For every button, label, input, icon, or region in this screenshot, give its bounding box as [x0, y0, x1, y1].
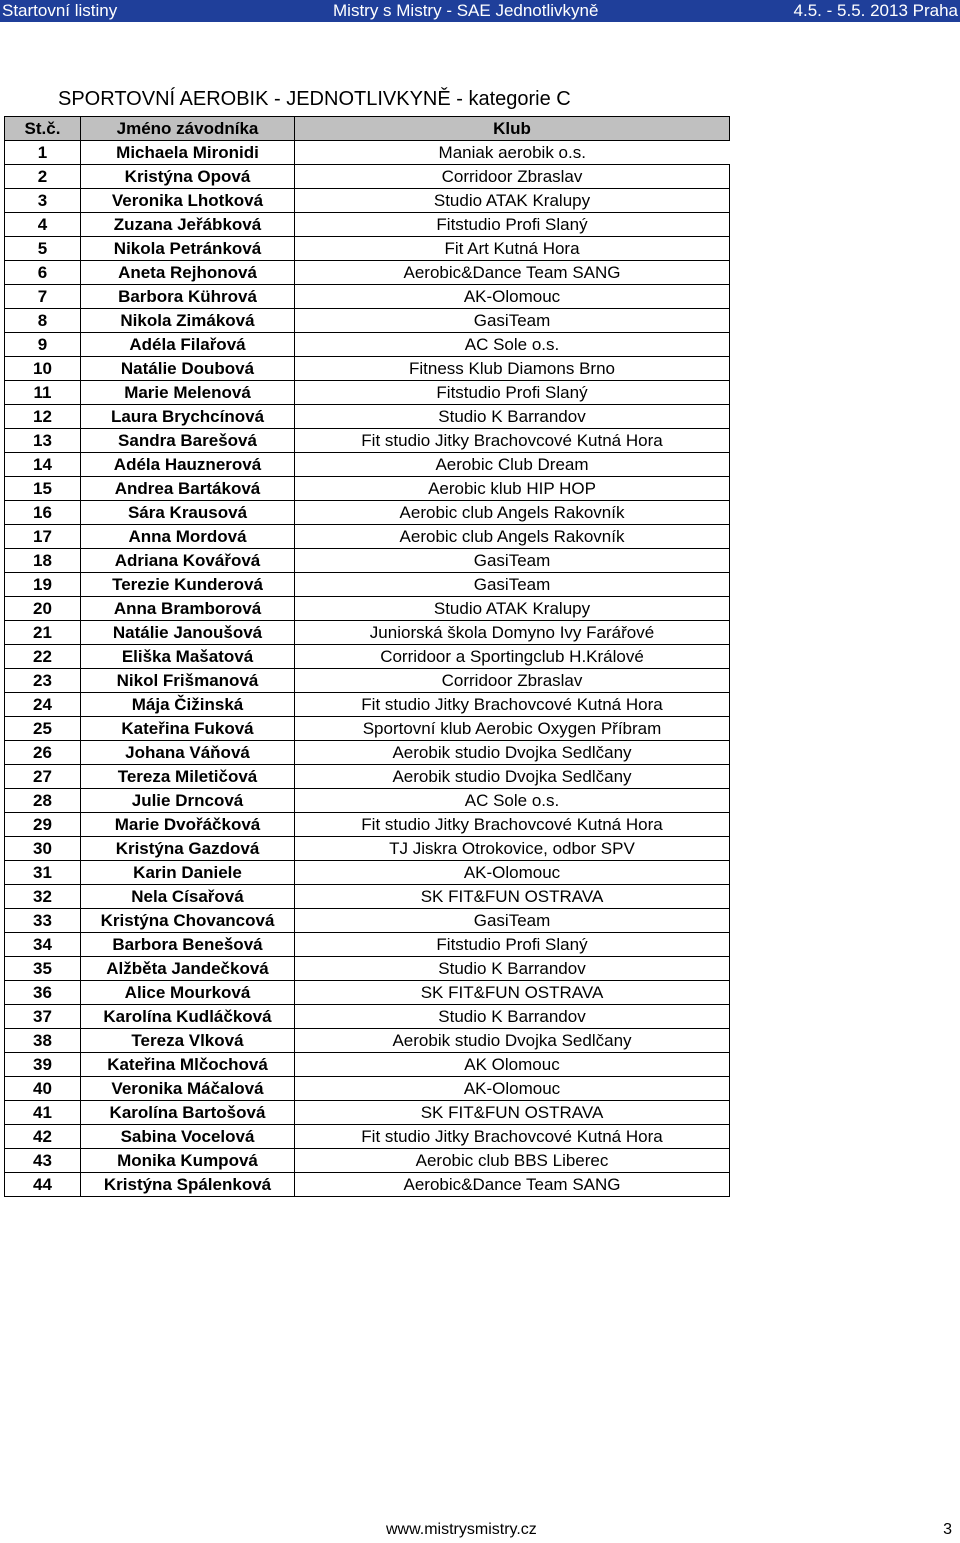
cell-club: Corridoor a Sportingclub H.Králové	[295, 645, 730, 669]
cell-club: SK FIT&FUN OSTRAVA	[295, 981, 730, 1005]
cell-rank: 4	[5, 213, 81, 237]
cell-club: AK-Olomouc	[295, 1077, 730, 1101]
footer-website: www.mistrysmistry.cz	[386, 1521, 537, 1538]
cell-club: Aerobic club Angels Rakovník	[295, 501, 730, 525]
cell-name: Sára Krausová	[81, 501, 295, 525]
header-event-date: 4.5. - 5.5. 2013 Praha	[793, 1, 958, 20]
cell-rank: 2	[5, 165, 81, 189]
footer-page-number: 3	[943, 1521, 952, 1538]
cell-name: Monika Kumpová	[81, 1149, 295, 1173]
cell-name: Anna Mordová	[81, 525, 295, 549]
table-row	[5, 717, 730, 741]
cell-rank: 36	[5, 981, 81, 1005]
cell-rank: 8	[5, 309, 81, 333]
cell-name: Nikol Frišmanová	[81, 669, 295, 693]
cell-club: Aerobik studio Dvojka Sedlčany	[295, 765, 730, 789]
cell-name: Kristýna Chovancová	[81, 909, 295, 933]
table-row	[5, 1173, 730, 1197]
cell-club: Juniorská škola Domyno Ivy Farářové	[295, 621, 730, 645]
table-body	[5, 141, 730, 1197]
cell-name: Kateřina Mlčochová	[81, 1053, 295, 1077]
cell-name: Natálie Janoušová	[81, 621, 295, 645]
cell-name: Julie Drncová	[81, 789, 295, 813]
cell-name: Alžběta Jandečková	[81, 957, 295, 981]
cell-name: Natálie Doubová	[81, 357, 295, 381]
table-row	[5, 621, 730, 645]
cell-rank: 40	[5, 1077, 81, 1101]
cell-rank: 16	[5, 501, 81, 525]
table-row	[5, 1101, 730, 1125]
cell-rank: 21	[5, 621, 81, 645]
cell-club: Fitstudio Profi Slaný	[295, 381, 730, 405]
table-row	[5, 309, 730, 333]
cell-rank: 10	[5, 357, 81, 381]
cell-rank: 3	[5, 189, 81, 213]
table-row	[5, 933, 730, 957]
table-row	[5, 1053, 730, 1077]
header-event-name: Mistry s Mistry - SAE Jednotlivkyně	[333, 1, 599, 20]
cell-rank: 5	[5, 237, 81, 261]
cell-rank: 25	[5, 717, 81, 741]
cell-name: Sabina Vocelová	[81, 1125, 295, 1149]
cell-club: Studio K Barrandov	[295, 405, 730, 429]
column-header-club: Klub	[295, 117, 730, 141]
cell-name: Barbora Benešová	[81, 933, 295, 957]
table-row	[5, 501, 730, 525]
cell-club: Aerobic klub HIP HOP	[295, 477, 730, 501]
cell-name: Adéla Hauznerová	[81, 453, 295, 477]
cell-rank: 33	[5, 909, 81, 933]
cell-name: Zuzana Jeřábková	[81, 213, 295, 237]
start-list-table	[4, 116, 730, 1197]
cell-rank: 42	[5, 1125, 81, 1149]
cell-club: SK FIT&FUN OSTRAVA	[295, 1101, 730, 1125]
cell-rank: 29	[5, 813, 81, 837]
cell-club: GasiTeam	[295, 573, 730, 597]
cell-name: Adéla Filařová	[81, 333, 295, 357]
table-row	[5, 453, 730, 477]
column-header-rank: St.č.	[5, 117, 81, 141]
cell-club: Fitness Klub Diamons Brno	[295, 357, 730, 381]
table-header-row	[5, 117, 730, 141]
table-row	[5, 237, 730, 261]
cell-rank: 14	[5, 453, 81, 477]
cell-club: Fitstudio Profi Slaný	[295, 213, 730, 237]
cell-club: Studio K Barrandov	[295, 1005, 730, 1029]
cell-rank: 9	[5, 333, 81, 357]
cell-name: Marie Melenová	[81, 381, 295, 405]
cell-rank: 43	[5, 1149, 81, 1173]
cell-club: Maniak aerobik o.s.	[295, 141, 730, 165]
cell-club: Corridoor Zbraslav	[295, 165, 730, 189]
cell-rank: 31	[5, 861, 81, 885]
cell-club: Studio K Barrandov	[295, 957, 730, 981]
cell-name: Karin Daniele	[81, 861, 295, 885]
table-row	[5, 645, 730, 669]
cell-club: Fit studio Jitky Brachovcové Kutná Hora	[295, 693, 730, 717]
cell-name: Aneta Rejhonová	[81, 261, 295, 285]
table-row	[5, 165, 730, 189]
cell-name: Eliška Mašatová	[81, 645, 295, 669]
cell-name: Karolína Kudláčková	[81, 1005, 295, 1029]
cell-club: Studio ATAK Kralupy	[295, 189, 730, 213]
cell-rank: 26	[5, 741, 81, 765]
cell-name: Adriana Kovářová	[81, 549, 295, 573]
cell-rank: 7	[5, 285, 81, 309]
cell-club: GasiTeam	[295, 909, 730, 933]
table-row	[5, 837, 730, 861]
cell-name: Andrea Bartáková	[81, 477, 295, 501]
cell-name: Johana Váňová	[81, 741, 295, 765]
table-row	[5, 957, 730, 981]
cell-club: AK Olomouc	[295, 1053, 730, 1077]
table-row	[5, 429, 730, 453]
table-row	[5, 285, 730, 309]
cell-rank: 19	[5, 573, 81, 597]
table-row	[5, 333, 730, 357]
cell-rank: 39	[5, 1053, 81, 1077]
table-row	[5, 141, 730, 165]
cell-name: Mája Čižinská	[81, 693, 295, 717]
cell-name: Nikola Petránková	[81, 237, 295, 261]
cell-club: Aerobic club BBS Liberec	[295, 1149, 730, 1173]
cell-club: AC Sole o.s.	[295, 789, 730, 813]
cell-club: Aerobic Club Dream	[295, 453, 730, 477]
table-row	[5, 213, 730, 237]
cell-club: Aerobik studio Dvojka Sedlčany	[295, 741, 730, 765]
cell-club: Fit Art Kutná Hora	[295, 237, 730, 261]
table-row	[5, 1125, 730, 1149]
cell-name: Marie Dvořáčková	[81, 813, 295, 837]
cell-name: Laura Brychcínová	[81, 405, 295, 429]
cell-rank: 44	[5, 1173, 81, 1197]
cell-club: Aerobic club Angels Rakovník	[295, 525, 730, 549]
cell-name: Veronika Lhotková	[81, 189, 295, 213]
table-row	[5, 1149, 730, 1173]
cell-club: SK FIT&FUN OSTRAVA	[295, 885, 730, 909]
cell-name: Veronika Máčalová	[81, 1077, 295, 1101]
cell-rank: 24	[5, 693, 81, 717]
cell-rank: 28	[5, 789, 81, 813]
cell-rank: 37	[5, 1005, 81, 1029]
table-row	[5, 861, 730, 885]
table-row	[5, 261, 730, 285]
cell-name: Alice Mourková	[81, 981, 295, 1005]
cell-name: Sandra Barešová	[81, 429, 295, 453]
cell-rank: 17	[5, 525, 81, 549]
cell-club: AK-Olomouc	[295, 285, 730, 309]
page-title: SPORTOVNÍ AEROBIK - JEDNOTLIVKYNĚ - kategorie C	[58, 88, 571, 110]
cell-club: TJ Jiskra Otrokovice, odbor SPV	[295, 837, 730, 861]
cell-club: Aerobic&Dance Team SANG	[295, 1173, 730, 1197]
cell-club: GasiTeam	[295, 549, 730, 573]
cell-name: Barbora Kührová	[81, 285, 295, 309]
cell-name: Kristýna Gazdová	[81, 837, 295, 861]
table-row	[5, 405, 730, 429]
cell-club: Fit studio Jitky Brachovcové Kutná Hora	[295, 429, 730, 453]
cell-club: AK-Olomouc	[295, 861, 730, 885]
table-row	[5, 1077, 730, 1101]
cell-club: AC Sole o.s.	[295, 333, 730, 357]
cell-rank: 41	[5, 1101, 81, 1125]
cell-club: Sportovní klub Aerobic Oxygen Příbram	[295, 717, 730, 741]
cell-club: Studio ATAK Kralupy	[295, 597, 730, 621]
table-row	[5, 597, 730, 621]
cell-rank: 6	[5, 261, 81, 285]
cell-name: Tereza Vlková	[81, 1029, 295, 1053]
cell-name: Michaela Mironidi	[81, 141, 295, 165]
table-row	[5, 525, 730, 549]
cell-club: Fit studio Jitky Brachovcové Kutná Hora	[295, 813, 730, 837]
cell-rank: 30	[5, 837, 81, 861]
cell-rank: 38	[5, 1029, 81, 1053]
cell-rank: 35	[5, 957, 81, 981]
column-header-name: Jméno závodníka	[81, 117, 295, 141]
cell-name: Nikola Zimáková	[81, 309, 295, 333]
cell-club: Fitstudio Profi Slaný	[295, 933, 730, 957]
cell-club: Fit studio Jitky Brachovcové Kutná Hora	[295, 1125, 730, 1149]
table-row	[5, 189, 730, 213]
table-row	[5, 573, 730, 597]
table-row	[5, 357, 730, 381]
table-row	[5, 693, 730, 717]
cell-rank: 15	[5, 477, 81, 501]
cell-rank: 11	[5, 381, 81, 405]
page-header	[0, 0, 960, 22]
cell-rank: 34	[5, 933, 81, 957]
cell-club: Corridoor Zbraslav	[295, 669, 730, 693]
cell-club: Aerobik studio Dvojka Sedlčany	[295, 1029, 730, 1053]
table-row	[5, 477, 730, 501]
cell-rank: 13	[5, 429, 81, 453]
table-row	[5, 1005, 730, 1029]
table-row	[5, 981, 730, 1005]
table-row	[5, 813, 730, 837]
header-section-title: Startovní listiny	[2, 1, 118, 20]
cell-club: GasiTeam	[295, 309, 730, 333]
table-row	[5, 669, 730, 693]
cell-name: Kateřina Fuková	[81, 717, 295, 741]
cell-name: Nela Císařová	[81, 885, 295, 909]
cell-name: Terezie Kunderová	[81, 573, 295, 597]
cell-name: Karolína Bartošová	[81, 1101, 295, 1125]
table-row	[5, 789, 730, 813]
cell-club: Aerobic&Dance Team SANG	[295, 261, 730, 285]
table-row	[5, 381, 730, 405]
table-row	[5, 885, 730, 909]
cell-rank: 22	[5, 645, 81, 669]
cell-rank: 20	[5, 597, 81, 621]
table-row	[5, 549, 730, 573]
cell-name: Anna Bramborová	[81, 597, 295, 621]
cell-rank: 18	[5, 549, 81, 573]
cell-rank: 32	[5, 885, 81, 909]
table-row	[5, 1029, 730, 1053]
table-row	[5, 741, 730, 765]
table-row	[5, 909, 730, 933]
table-row	[5, 765, 730, 789]
cell-rank: 12	[5, 405, 81, 429]
cell-rank: 23	[5, 669, 81, 693]
cell-rank: 27	[5, 765, 81, 789]
cell-name: Tereza Miletičová	[81, 765, 295, 789]
cell-rank: 1	[5, 141, 81, 165]
cell-name: Kristýna Spálenková	[81, 1173, 295, 1197]
cell-name: Kristýna Opová	[81, 165, 295, 189]
